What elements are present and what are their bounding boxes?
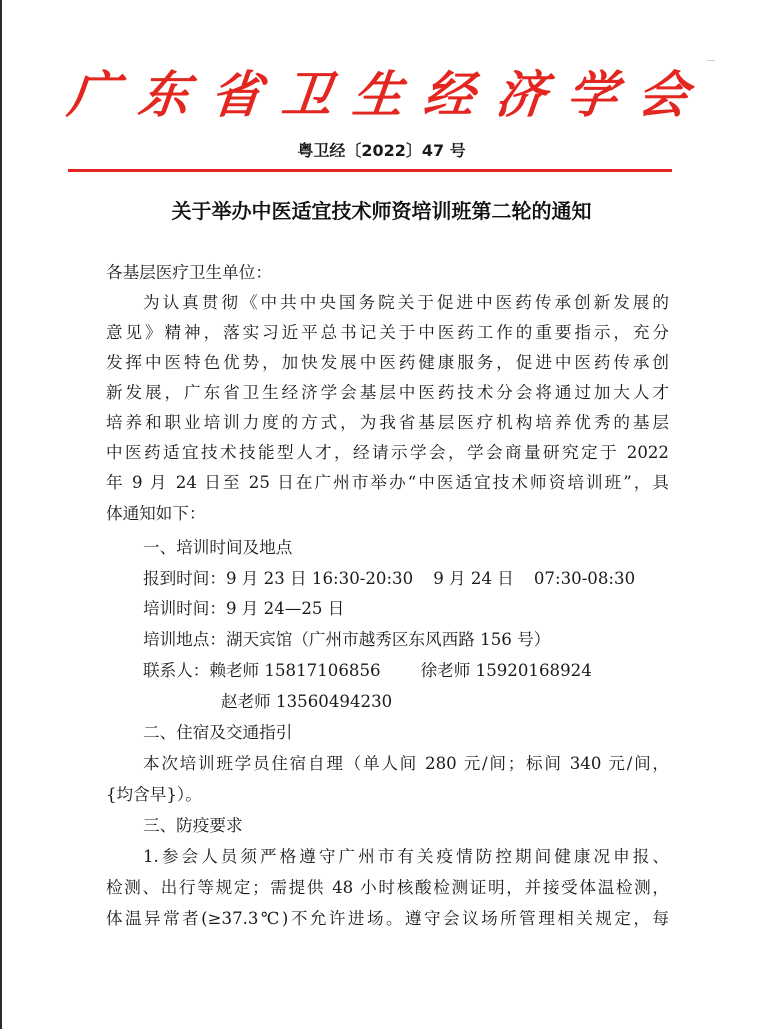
letterhead-char: 东	[136, 65, 193, 124]
letterhead-char: 卫	[278, 65, 335, 124]
training-venue: 培训地点：湖天宾馆（广州市越秀区东风西路 156 号）	[143, 630, 551, 649]
contact-label: 联系人：	[143, 661, 210, 680]
intro-paragraph-line: 发挥中医特色优势，加快发展中医药健康服务，促进中医药传承创	[106, 353, 669, 372]
epidemic-requirement-line: 检测、出行等规定；需提供 48 小时核酸检测证明，并接受体温检测，	[106, 878, 669, 897]
letterhead-char: 省	[207, 65, 264, 124]
red-divider-line	[68, 169, 672, 172]
contact-person-xu: 徐老师 15920168924	[420, 661, 592, 680]
intro-paragraph-line: 体通知如下：	[106, 504, 206, 523]
intro-paragraph-line: 年 9 月 24 日至 25 日在广州市举办“中医适宜技术师资培训班”，具	[106, 473, 669, 492]
intro-paragraph-line: 培养和职业培训力度的方式，为我省基层医疗机构培养优秀的基层	[106, 413, 669, 432]
intro-paragraph-line: 意见》精神，落实习近平总书记关于中医药工作的重要指示，充分	[106, 323, 669, 342]
contact-row	[143, 659, 592, 683]
epidemic-requirement-line: 1.参会人员须严格遵守广州市有关疫情防控期间健康况申报、	[143, 847, 669, 866]
intro-paragraph-line: 新发展，广东省卫生经济学会基层中医药技术分会将通过加大人才	[106, 383, 669, 402]
letterhead-char: 会	[634, 65, 692, 124]
accommodation-line: 本次培训班学员住宿自理（单人间 280 元/间；标间 340 元/间，	[143, 754, 669, 773]
training-time: 培训时间：9 月 24—25 日	[143, 599, 345, 618]
section-heading-epidemic: 三、防疫要求	[143, 816, 243, 835]
organization-letterhead	[64, 62, 692, 128]
contact-person-lai: 赖老师 15817106856	[209, 661, 381, 680]
epidemic-requirement-line: 体温异常者(≥37.3℃)不允许进场。遵守会议场所管理相关规定，每	[106, 909, 669, 928]
report-time-2: 9 月 24 日	[433, 569, 514, 588]
report-time-1: 9 月 23 日 16:30-20:30	[225, 569, 414, 588]
section-heading-training: 一、培训时间及地点	[143, 538, 293, 557]
accommodation-line: {均含早}）。	[106, 785, 202, 804]
intro-paragraph-line: 中医药适宜技术技能型人才，经请示学会，学会商量研究定于 2022	[106, 443, 669, 462]
corner-mark	[707, 60, 715, 61]
letterhead-char: 广	[64, 65, 122, 124]
report-time-label: 报到时间：	[143, 569, 226, 588]
letterhead-char: 济	[492, 65, 549, 124]
salutation: 各基层医疗卫生单位：	[106, 263, 272, 282]
letterhead-char: 生	[349, 65, 407, 124]
report-time-3: 07:30-08:30	[533, 569, 636, 588]
report-time-row	[143, 567, 635, 591]
document-number: 粤卫经〔2022〕47 号	[297, 141, 466, 160]
letterhead-char: 学	[563, 65, 620, 124]
notice-title: 关于举办中医适宜技术师资培训班第二轮的通知	[171, 199, 592, 223]
contact-person-zhao: 赵老师 13560494230	[221, 692, 393, 711]
section-heading-accommodation: 二、住宿及交通指引	[143, 723, 293, 742]
intro-paragraph-line: 为认真贯彻《中共中央国务院关于促进中医药传承创新发展的	[143, 293, 669, 312]
letterhead-char: 经	[421, 65, 478, 124]
